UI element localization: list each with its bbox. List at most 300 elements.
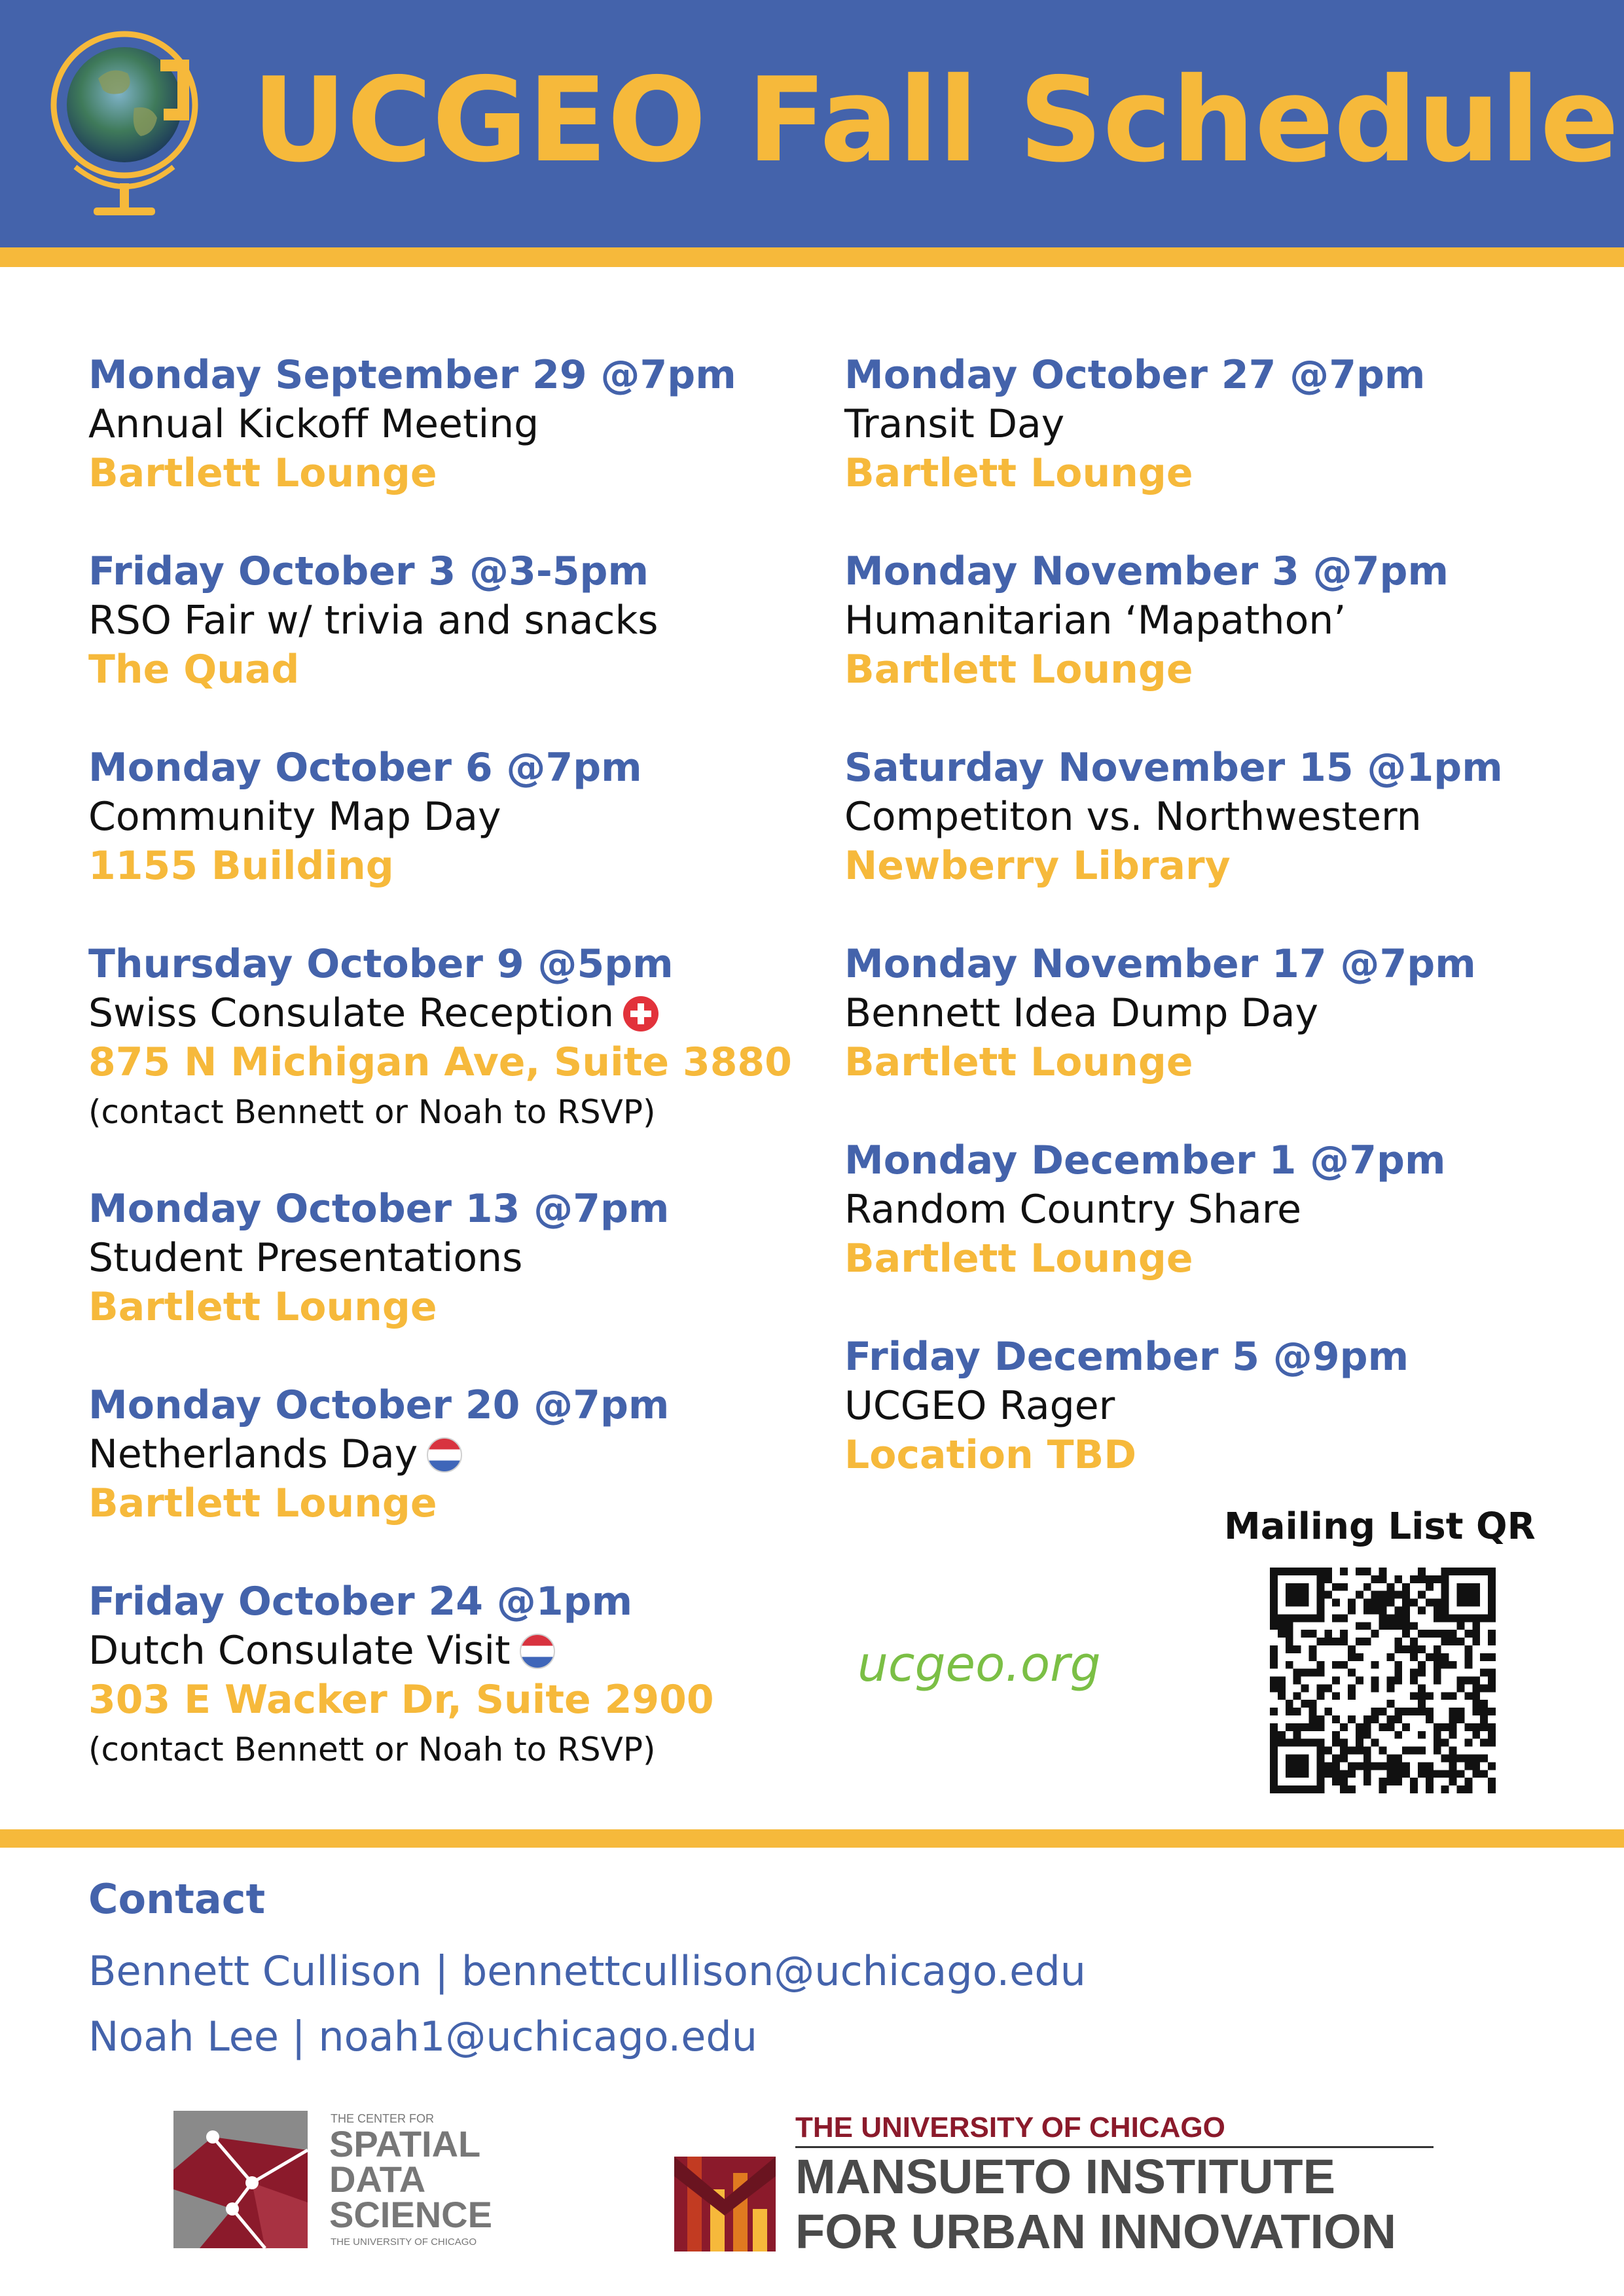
qr-module	[1472, 1630, 1480, 1638]
qr-module	[1301, 1568, 1309, 1575]
qr-module	[1348, 1715, 1356, 1723]
qr-module	[1472, 1684, 1480, 1692]
qr-module	[1449, 1715, 1457, 1723]
qr-module	[1449, 1778, 1457, 1785]
schedule-column-left	[88, 350, 821, 1821]
qr-module	[1480, 1770, 1488, 1778]
qr-module	[1301, 1785, 1309, 1793]
qr-module	[1270, 1708, 1278, 1715]
qr-module	[1348, 1692, 1356, 1700]
qr-module	[1426, 1762, 1434, 1770]
qr-module	[1480, 1715, 1488, 1723]
qr-module	[1418, 1762, 1426, 1770]
qr-module	[1278, 1677, 1286, 1685]
qr-module	[1371, 1591, 1379, 1599]
qr-module	[1480, 1700, 1488, 1708]
csds-text-line4: SCIENCE	[329, 2194, 492, 2235]
qr-module	[1316, 1661, 1324, 1669]
qr-module	[1488, 1669, 1496, 1677]
qr-module	[1402, 1606, 1410, 1614]
qr-module	[1434, 1731, 1441, 1739]
qr-module	[1394, 1755, 1402, 1763]
header-divider	[0, 247, 1624, 267]
event-name: Annual Kickoff Meeting	[88, 401, 539, 447]
qr-module	[1418, 1669, 1426, 1677]
qr-module	[1426, 1770, 1434, 1778]
qr-module	[1340, 1630, 1348, 1638]
event-location: Bartlett Lounge	[88, 1480, 437, 1526]
qr-module	[1394, 1575, 1402, 1583]
qr-module	[1449, 1731, 1457, 1739]
qr-module	[1316, 1770, 1324, 1778]
qr-module	[1332, 1638, 1340, 1645]
qr-module	[1402, 1614, 1410, 1622]
qr-module	[1410, 1653, 1418, 1661]
qr-module	[1332, 1770, 1340, 1778]
qr-module	[1434, 1599, 1441, 1607]
qr-module	[1434, 1677, 1441, 1685]
event-note: (contact Bennett or Noah to RSVP)	[88, 1093, 656, 1131]
qr-module	[1286, 1723, 1293, 1731]
qr-module	[1348, 1747, 1356, 1755]
qr-module	[1457, 1684, 1465, 1692]
qr-module	[1363, 1755, 1371, 1763]
qr-module	[1457, 1638, 1465, 1645]
header-banner	[0, 0, 1624, 247]
footer-divider	[0, 1829, 1624, 1848]
qr-module	[1348, 1770, 1356, 1778]
qr-module	[1270, 1755, 1278, 1763]
qr-module	[1386, 1599, 1394, 1607]
qr-module	[1449, 1747, 1457, 1755]
qr-module	[1418, 1692, 1426, 1700]
qr-module	[1488, 1677, 1496, 1685]
qr-module	[1488, 1591, 1496, 1599]
qr-module	[1472, 1583, 1480, 1591]
qr-module	[1293, 1731, 1301, 1739]
qr-module	[1418, 1747, 1426, 1755]
qr-module	[1286, 1614, 1293, 1622]
qr-module	[1472, 1692, 1480, 1700]
qr-module	[1293, 1723, 1301, 1731]
qr-module	[1278, 1692, 1286, 1700]
qr-module	[1488, 1599, 1496, 1607]
qr-module	[1270, 1723, 1278, 1731]
qr-module	[1480, 1708, 1488, 1715]
qr-module	[1426, 1575, 1434, 1583]
qr-module	[1379, 1568, 1387, 1575]
qr-module	[1332, 1614, 1340, 1622]
netherlands-flag-icon	[520, 1634, 555, 1669]
qr-module	[1394, 1677, 1402, 1685]
qr-module	[1371, 1684, 1379, 1692]
qr-module	[1441, 1692, 1449, 1700]
qr-module	[1472, 1599, 1480, 1607]
qr-module	[1301, 1614, 1309, 1622]
qr-module	[1379, 1575, 1387, 1583]
qr-module	[1308, 1653, 1316, 1661]
qr-module	[1356, 1747, 1363, 1755]
qr-module	[1379, 1591, 1387, 1599]
qr-module	[1316, 1755, 1324, 1763]
qr-module	[1270, 1731, 1278, 1739]
qr-module	[1371, 1762, 1379, 1770]
qr-module	[1488, 1762, 1496, 1770]
qr-module	[1464, 1723, 1472, 1731]
qr-module	[1270, 1677, 1278, 1685]
qr-module	[1394, 1669, 1402, 1677]
qr-module	[1363, 1723, 1371, 1731]
qr-module	[1472, 1677, 1480, 1685]
qr-module	[1332, 1599, 1340, 1607]
qr-module	[1480, 1684, 1488, 1692]
qr-module	[1348, 1785, 1356, 1793]
qr-module	[1488, 1684, 1496, 1692]
event-date: Friday October 24 @1pm	[88, 1579, 633, 1624]
qr-module	[1402, 1630, 1410, 1638]
qr-module	[1270, 1606, 1278, 1614]
qr-module	[1441, 1661, 1449, 1669]
qr-module	[1402, 1622, 1410, 1630]
qr-module	[1418, 1770, 1426, 1778]
qr-module	[1441, 1638, 1449, 1645]
qr-module	[1402, 1747, 1410, 1755]
qr-module	[1332, 1755, 1340, 1763]
qr-module	[1286, 1762, 1293, 1770]
qr-module	[1410, 1645, 1418, 1653]
qr-module	[1488, 1638, 1496, 1645]
qr-module	[1324, 1770, 1332, 1778]
qr-module	[1457, 1770, 1465, 1778]
qr-module	[1316, 1591, 1324, 1599]
qr-module	[1293, 1785, 1301, 1793]
qr-module	[1324, 1747, 1332, 1755]
qr-module	[1480, 1568, 1488, 1575]
qr-module	[1340, 1568, 1348, 1575]
qr-module	[1371, 1715, 1379, 1723]
qr-module	[1464, 1630, 1472, 1638]
qr-module	[1472, 1731, 1480, 1739]
qr-module	[1340, 1778, 1348, 1785]
qr-module	[1348, 1599, 1356, 1607]
qr-module	[1434, 1575, 1441, 1583]
qr-module	[1324, 1591, 1332, 1599]
qr-module	[1418, 1591, 1426, 1599]
qr-module	[1441, 1583, 1449, 1591]
qr-module	[1356, 1677, 1363, 1685]
qr-module	[1434, 1614, 1441, 1622]
qr-module	[1316, 1599, 1324, 1607]
event-item	[88, 1577, 821, 1821]
qr-module	[1293, 1770, 1301, 1778]
qr-module	[1270, 1684, 1278, 1692]
event-name: Bennett Idea Dump Day	[844, 990, 1319, 1036]
qr-module	[1472, 1614, 1480, 1622]
qr-module	[1316, 1669, 1324, 1677]
event-name: Student Presentations	[88, 1235, 523, 1281]
qr-module	[1457, 1708, 1465, 1715]
event-name: Netherlands Day	[88, 1431, 418, 1477]
qr-module	[1386, 1614, 1394, 1622]
qr-module	[1488, 1731, 1496, 1739]
qr-module	[1301, 1669, 1309, 1677]
qr-module	[1402, 1762, 1410, 1770]
event-date: Friday October 3 @3-5pm	[88, 548, 649, 594]
qr-module	[1332, 1583, 1340, 1591]
qr-module	[1488, 1723, 1496, 1731]
qr-module	[1410, 1708, 1418, 1715]
event-item	[88, 547, 821, 743]
qr-module	[1434, 1630, 1441, 1638]
qr-module	[1464, 1677, 1472, 1685]
qr-module	[1286, 1785, 1293, 1793]
qr-module	[1316, 1684, 1324, 1692]
qr-module	[1316, 1606, 1324, 1614]
qr-module	[1270, 1645, 1278, 1653]
qr-module	[1394, 1606, 1402, 1614]
qr-module	[1286, 1645, 1293, 1653]
qr-module	[1270, 1599, 1278, 1607]
qr-module	[1464, 1692, 1472, 1700]
qr-module	[1449, 1723, 1457, 1731]
qr-module	[1270, 1575, 1278, 1583]
qr-module	[1418, 1731, 1426, 1739]
event-item	[88, 1184, 821, 1380]
qr-module	[1410, 1785, 1418, 1793]
qr-module	[1301, 1599, 1309, 1607]
qr-code-icon[interactable]	[1270, 1568, 1496, 1793]
qr-module	[1316, 1715, 1324, 1723]
qr-module	[1363, 1638, 1371, 1645]
qr-module	[1332, 1677, 1340, 1685]
qr-module	[1434, 1723, 1441, 1731]
qr-module	[1278, 1614, 1286, 1622]
qr-module	[1270, 1568, 1278, 1575]
spatial-data-science-logo	[173, 2111, 514, 2258]
qr-module	[1402, 1708, 1410, 1715]
qr-module	[1293, 1669, 1301, 1677]
qr-module	[1394, 1661, 1402, 1669]
netherlands-flag-icon	[427, 1437, 462, 1473]
qr-module	[1394, 1614, 1402, 1622]
qr-module	[1308, 1645, 1316, 1653]
qr-module	[1480, 1739, 1488, 1747]
qr-module	[1449, 1770, 1457, 1778]
qr-module	[1340, 1614, 1348, 1622]
event-date: Monday December 1 @7pm	[844, 1138, 1446, 1183]
qr-module	[1386, 1700, 1394, 1708]
contact-line-bennett[interactable]: Bennett Cullison | bennettcullison@uchicago.edu	[88, 1947, 1086, 1995]
qr-module	[1449, 1630, 1457, 1638]
qr-module	[1356, 1622, 1363, 1630]
qr-module	[1371, 1630, 1379, 1638]
qr-module	[1464, 1653, 1472, 1661]
qr-module	[1293, 1692, 1301, 1700]
qr-module	[1332, 1762, 1340, 1770]
qr-module	[1441, 1575, 1449, 1583]
qr-module	[1301, 1684, 1309, 1692]
mansueto-text-line1: THE UNIVERSITY OF CHICAGO	[795, 2111, 1225, 2144]
qr-module	[1472, 1755, 1480, 1763]
qr-module	[1464, 1645, 1472, 1653]
qr-module	[1270, 1653, 1278, 1661]
website-link[interactable]: ucgeo.org	[857, 1636, 1101, 1693]
qr-module	[1316, 1568, 1324, 1575]
qr-module	[1394, 1708, 1402, 1715]
qr-module	[1472, 1708, 1480, 1715]
event-name: Swiss Consulate Reception	[88, 990, 615, 1036]
event-location: Bartlett Lounge	[88, 450, 437, 496]
qr-module	[1316, 1638, 1324, 1645]
qr-module	[1464, 1599, 1472, 1607]
event-date: Monday October 27 @7pm	[844, 352, 1426, 398]
event-location: The Quad	[88, 647, 300, 692]
qr-module	[1386, 1778, 1394, 1785]
qr-module	[1457, 1568, 1465, 1575]
qr-module	[1332, 1715, 1340, 1723]
globe-icon	[36, 16, 213, 232]
qr-module	[1386, 1762, 1394, 1770]
qr-module	[1308, 1700, 1316, 1708]
qr-module	[1426, 1599, 1434, 1607]
qr-module	[1394, 1638, 1402, 1645]
qr-module	[1363, 1731, 1371, 1739]
qr-module	[1410, 1622, 1418, 1630]
contact-heading: Contact	[88, 1875, 266, 1923]
qr-module	[1418, 1606, 1426, 1614]
qr-module	[1286, 1739, 1293, 1747]
qr-module	[1441, 1630, 1449, 1638]
qr-module	[1386, 1591, 1394, 1599]
event-item	[844, 939, 1538, 1136]
qr-module	[1363, 1599, 1371, 1607]
qr-module	[1410, 1638, 1418, 1645]
event-name: Dutch Consulate Visit	[88, 1628, 511, 1674]
qr-module	[1441, 1653, 1449, 1661]
qr-module	[1316, 1785, 1324, 1793]
qr-module	[1402, 1591, 1410, 1599]
qr-module	[1441, 1770, 1449, 1778]
event-date: Monday October 13 @7pm	[88, 1186, 670, 1232]
qr-module	[1293, 1708, 1301, 1715]
qr-module	[1270, 1661, 1278, 1669]
qr-module	[1402, 1645, 1410, 1653]
qr-module	[1286, 1583, 1293, 1591]
event-date: Thursday October 9 @5pm	[88, 941, 674, 987]
event-name: UCGEO Rager	[844, 1383, 1115, 1429]
qr-module	[1308, 1715, 1316, 1723]
qr-module	[1340, 1723, 1348, 1731]
qr-module	[1316, 1747, 1324, 1755]
qr-module	[1324, 1638, 1332, 1645]
qr-module	[1332, 1661, 1340, 1669]
qr-module	[1278, 1568, 1286, 1575]
event-note: (contact Bennett or Noah to RSVP)	[88, 1731, 656, 1768]
qr-module	[1418, 1575, 1426, 1583]
qr-module	[1278, 1785, 1286, 1793]
qr-module	[1449, 1568, 1457, 1575]
qr-module	[1379, 1614, 1387, 1622]
event-name: Humanitarian ‘Mapathon’	[844, 598, 1346, 643]
qr-module	[1434, 1739, 1441, 1747]
qr-module	[1488, 1778, 1496, 1785]
event-date: Monday November 17 @7pm	[844, 941, 1476, 987]
qr-module	[1488, 1708, 1496, 1715]
qr-module	[1410, 1677, 1418, 1685]
qr-module	[1426, 1715, 1434, 1723]
csds-text-line5: THE UNIVERSITY OF CHICAGO	[331, 2236, 477, 2248]
qr-module	[1356, 1638, 1363, 1645]
qr-module	[1324, 1684, 1332, 1692]
qr-module	[1293, 1677, 1301, 1685]
qr-module	[1301, 1700, 1309, 1708]
qr-module	[1270, 1739, 1278, 1747]
qr-module	[1457, 1599, 1465, 1607]
qr-module	[1270, 1785, 1278, 1793]
qr-module	[1371, 1661, 1379, 1669]
qr-module	[1418, 1708, 1426, 1715]
csds-text-line3: DATA	[329, 2159, 426, 2200]
qr-module	[1340, 1747, 1348, 1755]
qr-module	[1363, 1715, 1371, 1723]
schedule-column-right	[844, 350, 1538, 1528]
qr-module	[1332, 1731, 1340, 1739]
qr-module	[1394, 1715, 1402, 1723]
qr-module	[1363, 1568, 1371, 1575]
qr-module	[1441, 1785, 1449, 1793]
qr-module	[1270, 1747, 1278, 1755]
event-location: 303 E Wacker Dr, Suite 2900	[88, 1677, 714, 1723]
qr-module	[1270, 1591, 1278, 1599]
qr-module	[1286, 1700, 1293, 1708]
qr-module	[1441, 1723, 1449, 1731]
qr-module	[1308, 1723, 1316, 1731]
event-date: Monday September 29 @7pm	[88, 352, 736, 398]
qr-module	[1394, 1762, 1402, 1770]
qr-module	[1324, 1762, 1332, 1770]
qr-module	[1488, 1568, 1496, 1575]
qr-module	[1293, 1583, 1301, 1591]
qr-module	[1480, 1614, 1488, 1622]
qr-module	[1441, 1606, 1449, 1614]
qr-module	[1316, 1692, 1324, 1700]
qr-module	[1472, 1762, 1480, 1770]
contact-line-noah[interactable]: Noah Lee | noah1@uchicago.edu	[88, 2013, 758, 2060]
csds-text-line2: SPATIAL	[329, 2123, 481, 2164]
qr-module	[1308, 1568, 1316, 1575]
qr-module	[1449, 1614, 1457, 1622]
qr-module	[1464, 1568, 1472, 1575]
qr-module	[1379, 1606, 1387, 1614]
qr-module	[1449, 1661, 1457, 1669]
qr-module	[1324, 1708, 1332, 1715]
qr-module	[1286, 1638, 1293, 1645]
event-location: Bartlett Lounge	[844, 450, 1193, 496]
event-location: 875 N Michigan Ave, Suite 3880	[88, 1039, 792, 1085]
qr-module	[1386, 1755, 1394, 1763]
qr-module	[1316, 1762, 1324, 1770]
qr-module	[1348, 1645, 1356, 1653]
event-item	[844, 350, 1538, 547]
qr-module	[1356, 1653, 1363, 1661]
qr-module	[1356, 1731, 1363, 1739]
qr-module	[1402, 1583, 1410, 1591]
event-name: Competiton vs. Northwestern	[844, 794, 1422, 840]
qr-module	[1316, 1614, 1324, 1622]
event-location: Bartlett Lounge	[844, 1236, 1193, 1282]
qr-module	[1286, 1622, 1293, 1630]
qr-module	[1363, 1770, 1371, 1778]
